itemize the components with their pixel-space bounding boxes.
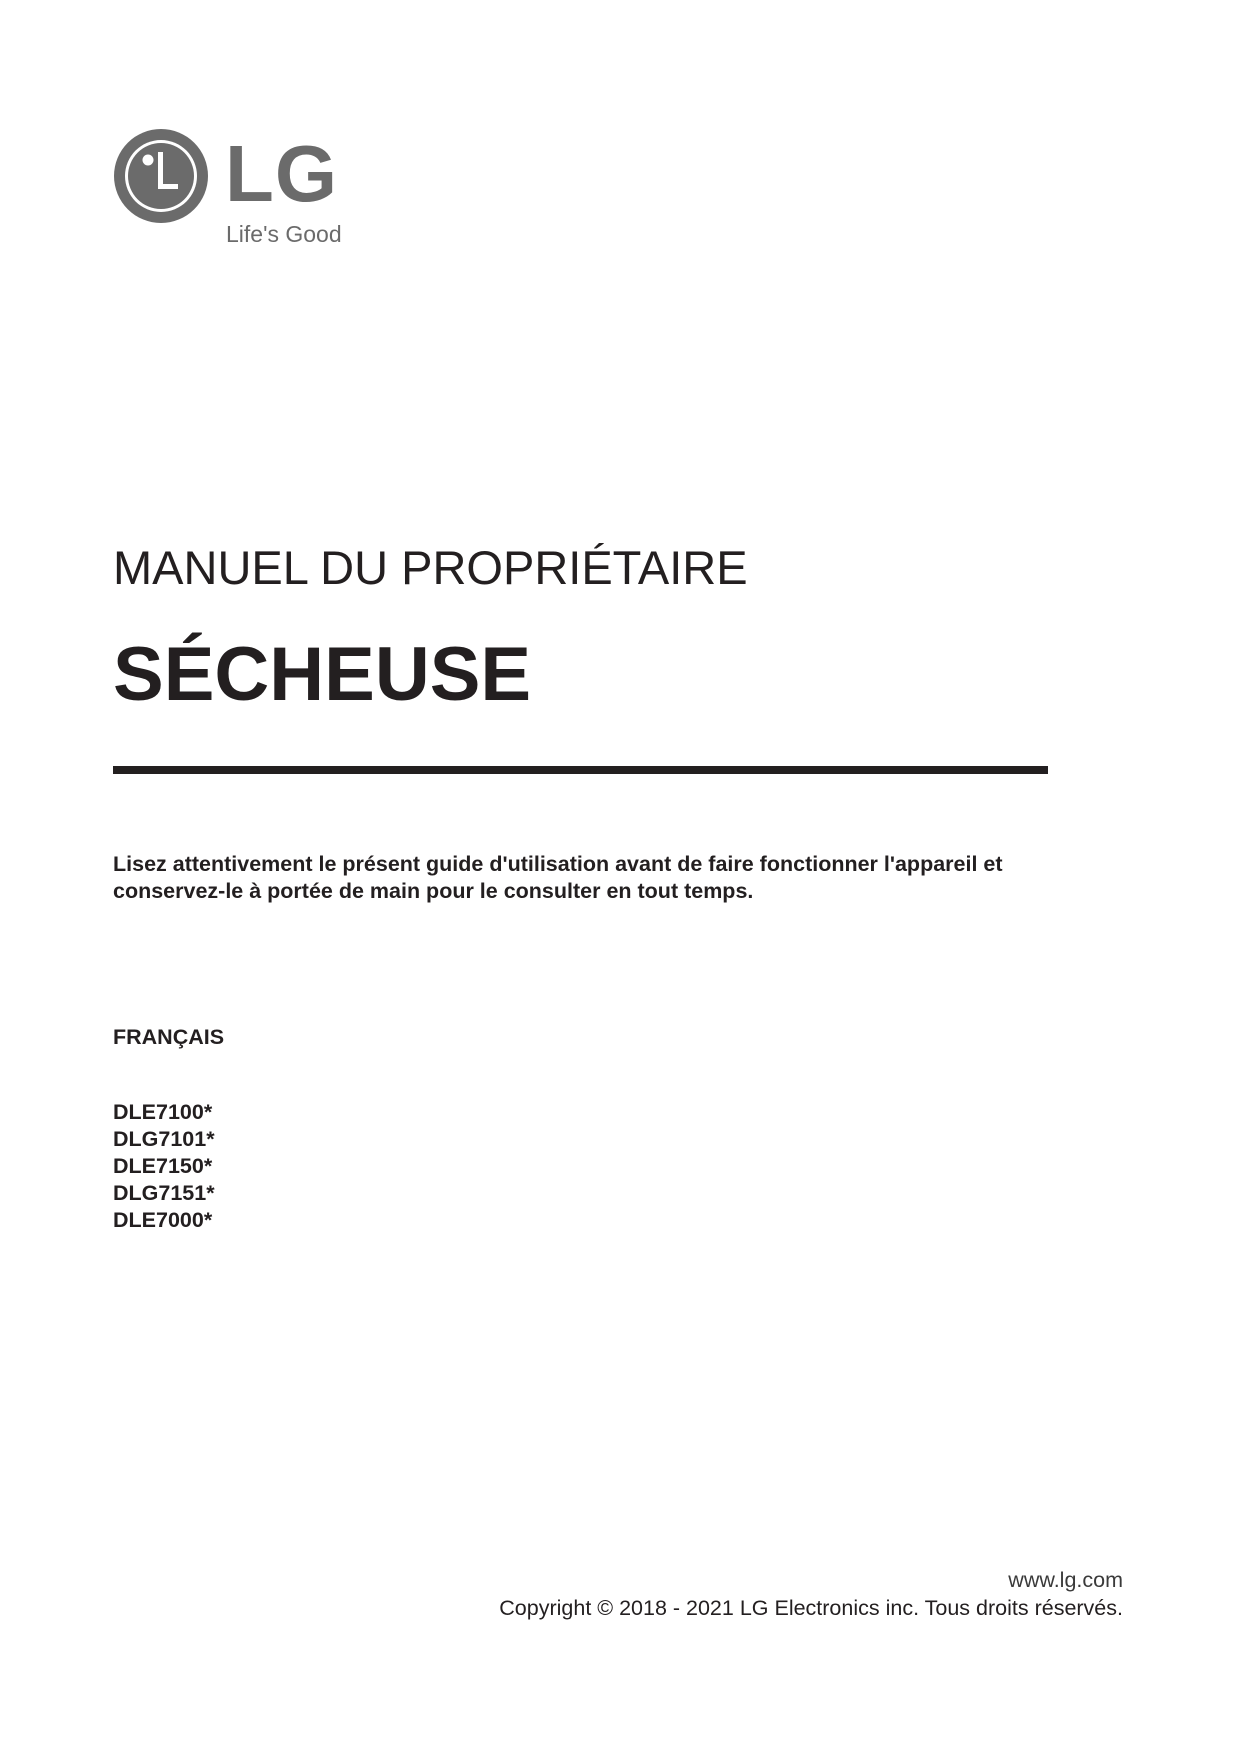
intro-notice bbox=[113, 851, 1073, 905]
copyright-notice: Copyright © 2018 - 2021 LG Electronics inc. Tous droits réservés. bbox=[499, 1596, 1123, 1620]
intro-line: conservez-le à portée de main pour le consulter en tout temps. bbox=[113, 879, 754, 903]
title-divider bbox=[113, 766, 1048, 774]
website-link: www.lg.com bbox=[1008, 1568, 1123, 1592]
language-label: FRANÇAIS bbox=[113, 1025, 225, 1049]
model-number: DLE7150* bbox=[113, 1154, 213, 1178]
model-number: DLG7101* bbox=[113, 1127, 215, 1151]
product-title: SÉCHEUSE bbox=[113, 632, 532, 717]
lg-slogan: Life's Good bbox=[226, 221, 342, 247]
intro-line: Lisez attentivement le présent guide d'utilisation avant de faire fonctionner l'appareil et bbox=[113, 852, 1003, 876]
model-number: DLE7100* bbox=[113, 1100, 213, 1124]
model-number: DLE7000* bbox=[113, 1208, 213, 1232]
model-list bbox=[113, 1099, 215, 1234]
model-number: DLG7151* bbox=[113, 1181, 215, 1205]
lg-wordmark: LG bbox=[225, 129, 339, 218]
document-type-heading: MANUEL DU PROPRIÉTAIRE bbox=[113, 541, 748, 594]
lg-face-logo-icon bbox=[113, 128, 209, 224]
lg-logo bbox=[113, 128, 353, 258]
